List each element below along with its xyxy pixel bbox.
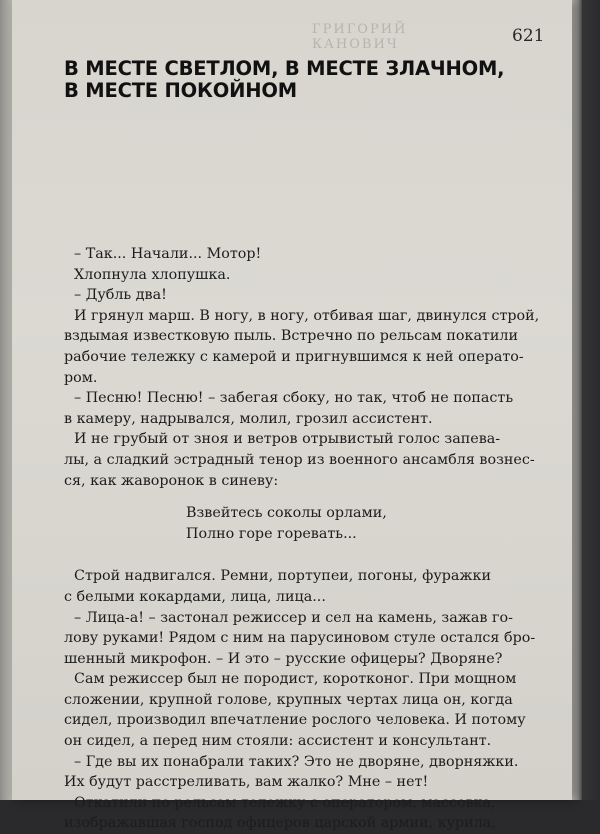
text-line: лову руками! Рядом с ним на парусиновом стуле остался бро- — [64, 630, 536, 647]
page-number: 621 — [512, 26, 545, 46]
text-line: И грянул марш. В ногу, в ногу, отбивая шаг, двинулся строй, — [74, 307, 540, 324]
text-line: рабочие тележку с камерой и пригнувшимся к ней операто- — [64, 348, 524, 365]
chapter-title — [64, 57, 505, 102]
text-line: изображавшая господ офицеров царской армии, курила, — [64, 815, 496, 832]
text-line: он сидел, а перед ним стояли: ассистент и консультант. — [64, 733, 492, 750]
text-line: – Где вы их понабрали таких? Это не дворяне, дворняжки. — [74, 753, 519, 770]
chapter-title-line: В МЕСТЕ ПОКОЙНОМ — [64, 79, 297, 102]
body-text — [64, 244, 569, 834]
text-line: – Песню! Песню! – забегая сбоку, но так, чтоб не попасть — [74, 390, 514, 407]
verse-line: Полно горе горевать... — [186, 525, 357, 542]
text-line: – Дубль два! — [74, 287, 167, 304]
book-page — [12, 0, 572, 832]
text-line: Хлопнула хлопушка. — [74, 266, 231, 283]
text-line: сидел, производил впечатление рослого человека. И потому — [64, 712, 526, 729]
text-line: Сам режиссер был не породист, коротконог. При мощном — [74, 671, 517, 688]
text-line: Строй надвигался. Ремни, портупеи, погоны, фуражки — [74, 568, 492, 585]
text-line: лы, а сладкий эстрадный тенор из военного ансамбля вознес- — [64, 451, 535, 468]
book-page-edge — [572, 0, 582, 800]
chapter-title-line: В МЕСТЕ СВЕТЛОМ, В МЕСТЕ ЗЛАЧНОМ, — [64, 57, 505, 80]
text-line: ся, как жаворонок в синеву: — [64, 472, 279, 489]
text-line: И не грубый от зноя и ветров отрывистый голос запева- — [74, 431, 501, 448]
text-line: – Лица-а! – застонал режиссер и сел на камень, зажав го- — [74, 609, 513, 626]
text-line: Их будут расстреливать, вам жалко? Мне – нет! — [64, 774, 429, 791]
text-line: сложении, крупной голове, крупных чертах лица он, когда — [64, 691, 513, 708]
text-line: в камеру, надрывался, молил, грозил ассистент. — [64, 410, 433, 427]
verse-line: Взвейтесь соколы орлами, — [186, 505, 387, 522]
text-line: вздымая известковую пыль. Встречно по рельсам покатили — [64, 328, 519, 345]
text-line: – Так... Начали... Мотор! — [74, 246, 262, 262]
text-line: Откатили по рельсам тележку с оператором, массовка, — [74, 794, 496, 811]
text-line: с белыми кокардами, лица, лица... — [64, 588, 326, 605]
bleed-through-header: ГРИГОРИЙ КАНОВИЧ — [312, 22, 408, 52]
text-line: ром. — [64, 369, 98, 386]
text-line: шенный микрофон. – И это – русские офицеры? Дворяне? — [64, 650, 503, 667]
